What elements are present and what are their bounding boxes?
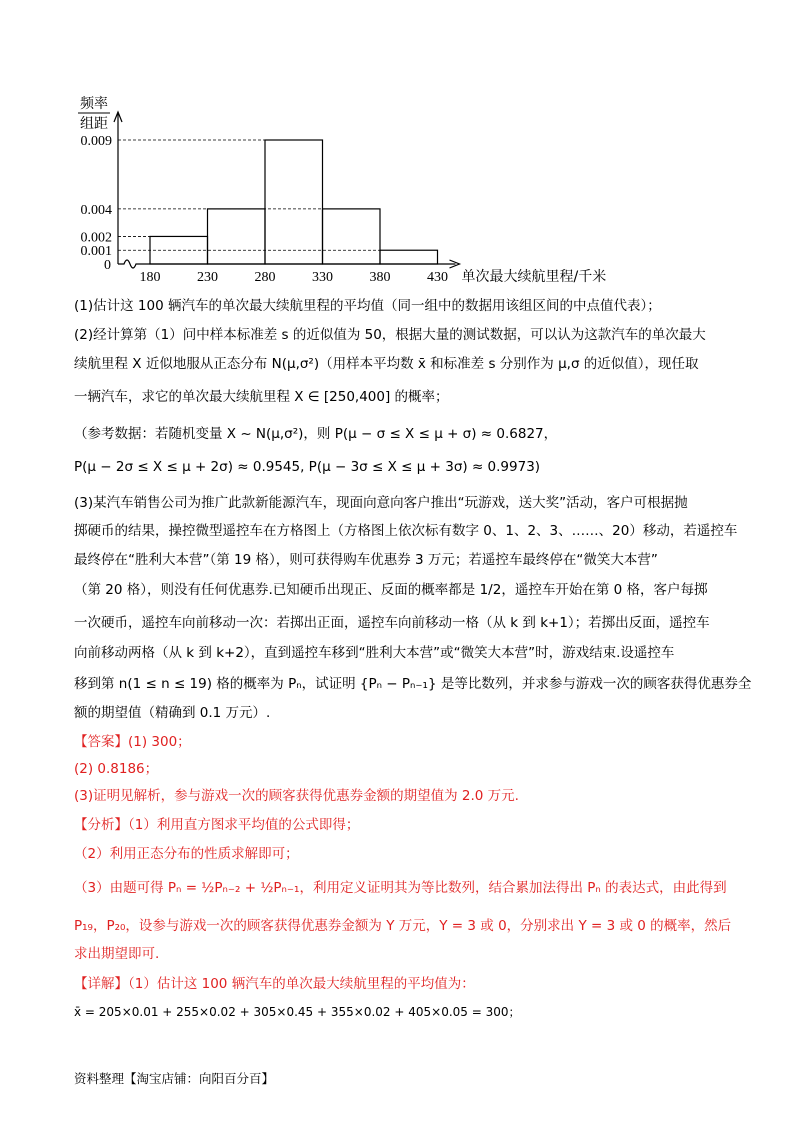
analysis-2: （2）利用正态分布的性质求解即可； (74, 846, 299, 862)
histogram-bar (323, 209, 381, 264)
histogram-bar (208, 209, 266, 264)
y-tick-label: 0.004 (80, 202, 112, 218)
y-axis-label-denominator: 组距 (80, 116, 108, 132)
x-tick-label: 180 (139, 270, 161, 285)
question-2-line-1: (2)经计算第（1）问中样本标准差 s 的近似值为 50，根据大量的测试数据，可以认为这款汽车的单次最大 (74, 327, 706, 343)
analysis-3: （3）由题可得 Pₙ = ½Pₙ₋₂ + ½Pₙ₋₁，利用定义证明其为等比数列，结合累加法得出 Pₙ 的表达式，由此得到 (74, 880, 727, 896)
x-axis-label: 单次最大续航里程/千米 (461, 269, 607, 285)
question-3-line-5: 一次硬币，遥控车向前移动一次：若掷出正面，遥控车向前移动一格（从 k 到 k+1）；若掷出反面，遥控车 (74, 615, 710, 631)
y-axis-label-numerator: 频率 (80, 96, 108, 112)
question-3-line-1: (3)某汽车销售公司为推广此款新能源汽车，现面向意向客户推出“玩游戏，送大奖”活动，客户可根据抛 (74, 495, 688, 511)
origin-label: 0 (104, 258, 111, 273)
question-3-line-8: 额的期望值（精确到 0.1 万元）. (74, 705, 271, 721)
question-3-line-6: 向前移动两格（从 k 到 k+2），直到遥控车移到“胜利大本营”或“微笑大本营”时，游戏结束.设遥控车 (74, 645, 675, 661)
footer-source: 资料整理【淘宝店铺：向阳百分百】 (74, 1071, 275, 1086)
reference-data-1: （参考数据：若随机变量 X ~ N(μ,σ²)，则 P(μ − σ ≤ X ≤ μ + σ) ≈ 0.6827， (74, 426, 558, 442)
question-3-line-7: 移到第 n(1 ≤ n ≤ 19) 格的概率为 Pₙ，试证明 {Pₙ − Pₙ₋₁} 是等比数列，并求参与游戏一次的顾客获得优惠券全 (74, 676, 752, 692)
question-2-line-3: 一辆汽车，求它的单次最大续航里程 X ∈ [250,400] 的概率； (74, 389, 449, 405)
detail-1: 【详解】（1）估计这 100 辆汽车的单次最大续航里程的平均值为： (74, 976, 475, 992)
histogram-bar (380, 250, 438, 264)
answer-3: (3)证明见解析，参与游戏一次的顾客获得优惠券金额的期望值为 2.0 万元. (74, 788, 519, 804)
x-tick-label: 280 (254, 270, 276, 285)
answer-1: 【答案】(1) 300； (74, 734, 191, 750)
x-tick-label: 380 (369, 270, 391, 285)
x-tick-label: 230 (197, 270, 218, 285)
histogram-chart (60, 96, 607, 286)
analysis-5: 求出期望即可. (74, 946, 160, 962)
analysis-4: P₁₉，P₂₀，设参与游戏一次的顾客获得优惠券金额为 Y 万元，Y = 3 或 0，分别求出 Y = 3 或 0 的概率，然后 (74, 918, 732, 934)
histogram-bar (265, 140, 323, 264)
y-tick-label: 0.009 (80, 134, 112, 149)
x-tick-label: 430 (427, 270, 448, 285)
question-3-line-2: 掷硬币的结果，操控微型遥控车在方格图上（方格图上依次标有数字 0、1、2、3、……、20）移动，若遥控车 (74, 523, 738, 539)
analysis-1: 【分析】（1）利用直方图求平均值的公式即得； (74, 817, 360, 833)
question-3-line-3: 最终停在“胜利大本营”（第 19 格），则可获得购车优惠券 3 万元；若遥控车最终停在“微笑大本营” (74, 552, 658, 568)
question-1: (1)估计这 100 辆汽车的单次最大续航里程的平均值（同一组中的数据用该组区间的中点值代表）； (74, 298, 661, 314)
y-tick-label: 0.002 (80, 230, 112, 246)
detail-2-formula: x̄ = 205×0.01 + 255×0.02 + 305×0.45 + 355×0.02 + 405×0.05 = 300； (74, 1005, 521, 1019)
reference-data-2: P(μ − 2σ ≤ X ≤ μ + 2σ) ≈ 0.9545, P(μ − 3σ ≤ X ≤ μ + 3σ) ≈ 0.9973) (74, 459, 541, 475)
x-tick-label: 330 (312, 270, 333, 285)
y-tick-label: 0.001 (80, 244, 112, 260)
question-2-line-2: 续航里程 X 近似地服从正态分布 N(μ,σ²)（用样本平均数 x̄ 和标准差 s 分别作为 μ,σ 的近似值），现任取 (74, 356, 699, 372)
question-3-line-4: （第 20 格），则没有任何优惠券.已知硬币出现正、反面的概率都是 1/2，遥控车开始在第 0 格，客户每掷 (74, 582, 708, 598)
answer-2: (2) 0.8186； (74, 761, 159, 777)
